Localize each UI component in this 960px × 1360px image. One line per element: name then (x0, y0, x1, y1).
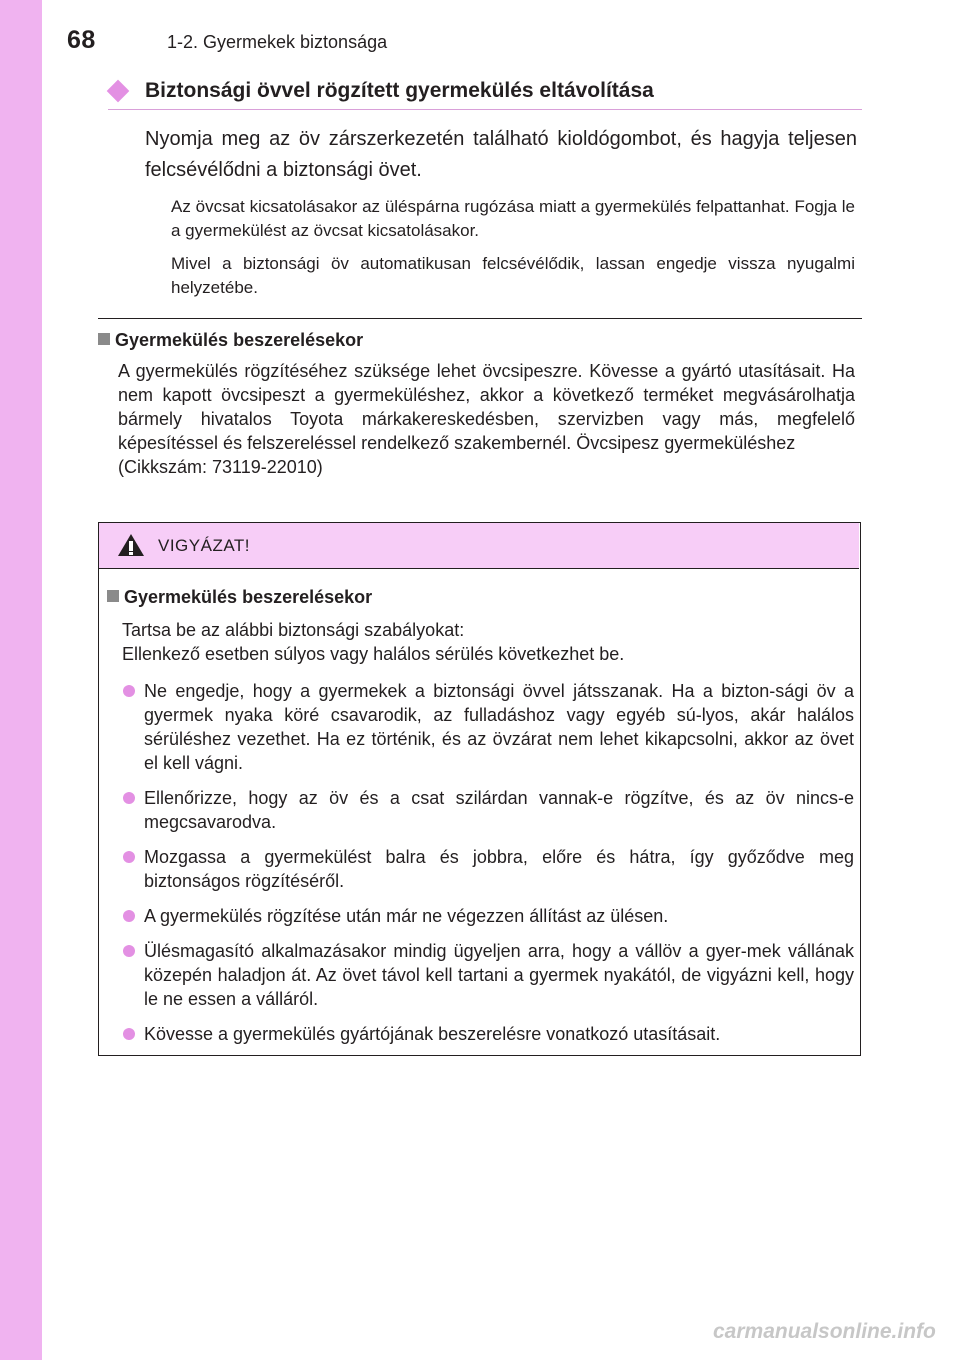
list-item: Ülésmagasító alkalmazásakor mindig ügyeljen arra, hogy a vállöv a gyer-mek vállának közepén haladjon át. Az övet távol kell tartani a gyermek nyakától, de vigyázni kell, hogy le ne essen a válláról. (122, 939, 854, 1011)
warning-intro-2: Ellenkező esetben súlyos vagy halálos sérülés következhet be. (122, 644, 625, 664)
warning-bullet-list (122, 679, 854, 1057)
instruction-text: Nyomja meg az öv zárszerkezetén található kioldógombot, és hagyja teljesen felcsévélődni a biztonsági övet. (145, 128, 857, 181)
info-body (118, 359, 855, 479)
bullet-dot-icon (123, 910, 135, 922)
bullet-dot-icon (123, 1028, 135, 1040)
list-item: Ne engedje, hogy a gyermekek a biztonsági övvel játsszanak. Ha a bizton-sági öv a gyermek nyaka köré csavarodik, az fulladáshoz vagy egyéb sú-lyos, akár halálos sérüléshez vezethet. Ha ez történik, és az övzárat nem lehet kikapcsolni, akkor az övet el kell vágni. (122, 679, 854, 775)
warning-heading-text: Gyermekülés beszerelésekor (124, 587, 373, 607)
square-bullet-icon (98, 333, 110, 345)
warning-intro-1: Tartsa be az alábbi biztonsági szabályokat: (122, 620, 465, 640)
diamond-icon (107, 80, 130, 103)
warning-intro (122, 618, 852, 666)
warning-box (98, 522, 861, 1056)
list-item: Kövesse a gyermekülés gyártójának beszerelésre vonatkozó utasításait. (122, 1022, 854, 1046)
divider (98, 318, 862, 319)
page-number: 68 (67, 26, 96, 54)
warning-heading (107, 587, 372, 608)
chapter-title: 1-2. Gyermekek biztonsága (167, 32, 388, 52)
watermark: carmanualsonline.info (713, 1320, 936, 1343)
bullet-dot-icon (123, 792, 135, 804)
part-number: (Cikkszám: 73119-22010) (118, 457, 323, 477)
info-body-text: A gyermekülés rögzítéséhez szüksége lehet övcsipeszre. Kövesse a gyártó utasításait. Ha nem kapott övcsipeszt a gyermeküléshez, akkor a következő terméket megvásárolhatja bármely hivatalos Toyota márkakereskedésben, szervizben vagy más, megfelelő képesítéssel és felszereléssel rendelkező szakembernél. Övcsipesz gyermeküléshez (118, 361, 855, 453)
section-title: Biztonsági övvel rögzített gyermekülés eltávolítása (145, 79, 654, 102)
bullet-dot-icon (123, 851, 135, 863)
square-bullet-icon (107, 590, 119, 602)
side-color-band (0, 0, 42, 1360)
warning-label: VIGYÁZAT! (158, 536, 251, 555)
bullet-dot-icon (123, 945, 135, 957)
info-heading (98, 330, 363, 351)
bullet-dot-icon (123, 685, 135, 697)
warning-header (99, 523, 859, 569)
note-2: Mivel a biztonsági öv automatikusan felcsévélődik, lassan engedje vissza nyugalmi helyzetébe. (171, 254, 855, 297)
note-1: Az övcsat kicsatolásakor az üléspárna rugózása miatt a gyermekülés felpattanhat. Fogja le a gyermekülést az övcsat kicsatolásakor. (171, 197, 855, 240)
list-item: Ellenőrizze, hogy az öv és a csat szilárdan vannak-e rögzítve, és az öv nincs-e megcsavarodva. (122, 786, 854, 834)
info-heading-text: Gyermekülés beszerelésekor (115, 330, 364, 350)
list-item: A gyermekülés rögzítése után már ne végezzen állítást az ülésen. (122, 904, 854, 928)
section-heading (108, 79, 862, 110)
list-item: Mozgassa a gyermekülést balra és jobbra, előre és hátra, így győződve meg biztonságos rögzítéséről. (122, 845, 854, 893)
